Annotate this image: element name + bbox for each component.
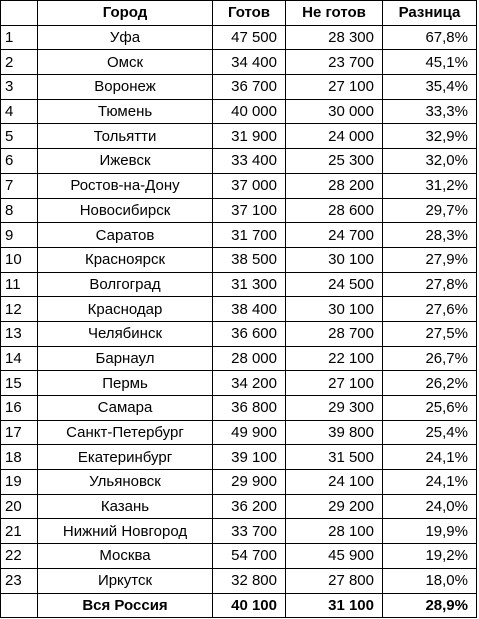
table-row (1, 396, 477, 421)
header-not-ready: Не готов (286, 1, 383, 26)
not-ready-value: 28 600 (286, 198, 383, 223)
ready-value: 34 400 (213, 50, 286, 75)
not-ready-value: 29 200 (286, 494, 383, 519)
not-ready-value: 25 300 (286, 149, 383, 174)
row-number: 13 (1, 321, 38, 346)
city-name: Омск (38, 50, 213, 75)
not-ready-value: 27 800 (286, 568, 383, 593)
difference-value: 27,8% (383, 272, 477, 297)
difference-value: 31,2% (383, 173, 477, 198)
city-name: Екатеринбург (38, 445, 213, 470)
ready-value: 32 800 (213, 568, 286, 593)
header-city: Город (38, 1, 213, 26)
city-name: Ижевск (38, 149, 213, 174)
table-row (1, 223, 477, 248)
table-row (1, 247, 477, 272)
city-name: Иркутск (38, 568, 213, 593)
city-name: Пермь (38, 371, 213, 396)
not-ready-value: 39 800 (286, 420, 383, 445)
row-number: 19 (1, 470, 38, 495)
not-ready-value: 45 900 (286, 544, 383, 569)
not-ready-value: 24 500 (286, 272, 383, 297)
ready-value: 28 000 (213, 346, 286, 371)
table-row (1, 519, 477, 544)
ready-value: 49 900 (213, 420, 286, 445)
total-not-ready-value: 31 100 (286, 593, 383, 618)
city-name: Краснодар (38, 297, 213, 322)
difference-value: 45,1% (383, 50, 477, 75)
difference-value: 27,5% (383, 321, 477, 346)
not-ready-value: 27 100 (286, 75, 383, 100)
table-row (1, 544, 477, 569)
row-number: 9 (1, 223, 38, 248)
table-row (1, 149, 477, 174)
row-number: 7 (1, 173, 38, 198)
table-row (1, 420, 477, 445)
header-difference: Разница (383, 1, 477, 26)
ready-value: 34 200 (213, 371, 286, 396)
total-row-number (1, 593, 38, 618)
row-number: 23 (1, 568, 38, 593)
header-ready: Готов (213, 1, 286, 26)
difference-value: 27,9% (383, 247, 477, 272)
city-name: Саратов (38, 223, 213, 248)
row-number: 12 (1, 297, 38, 322)
difference-value: 26,7% (383, 346, 477, 371)
row-number: 20 (1, 494, 38, 519)
row-number: 1 (1, 25, 38, 50)
city-name: Казань (38, 494, 213, 519)
city-name: Санкт-Петербург (38, 420, 213, 445)
not-ready-value: 22 100 (286, 346, 383, 371)
row-number: 5 (1, 124, 38, 149)
not-ready-value: 27 100 (286, 371, 383, 396)
row-number: 15 (1, 371, 38, 396)
row-number: 22 (1, 544, 38, 569)
difference-value: 24,1% (383, 470, 477, 495)
ready-value: 54 700 (213, 544, 286, 569)
table-row (1, 568, 477, 593)
ready-value: 38 400 (213, 297, 286, 322)
table-row (1, 25, 477, 50)
not-ready-value: 31 500 (286, 445, 383, 470)
total-row (1, 593, 477, 618)
row-number: 17 (1, 420, 38, 445)
city-name: Тюмень (38, 99, 213, 124)
row-number: 16 (1, 396, 38, 421)
row-number: 8 (1, 198, 38, 223)
city-name: Барнаул (38, 346, 213, 371)
row-number: 11 (1, 272, 38, 297)
ready-value: 38 500 (213, 247, 286, 272)
row-number: 3 (1, 75, 38, 100)
ready-value: 31 700 (213, 223, 286, 248)
ready-value: 33 400 (213, 149, 286, 174)
ready-value: 36 600 (213, 321, 286, 346)
ready-value: 29 900 (213, 470, 286, 495)
difference-value: 25,4% (383, 420, 477, 445)
difference-value: 26,2% (383, 371, 477, 396)
difference-value: 19,9% (383, 519, 477, 544)
row-number: 18 (1, 445, 38, 470)
total-ready-value: 40 100 (213, 593, 286, 618)
table-row (1, 297, 477, 322)
difference-value: 27,6% (383, 297, 477, 322)
header-row (1, 1, 477, 26)
table-row (1, 272, 477, 297)
city-name: Москва (38, 544, 213, 569)
difference-value: 35,4% (383, 75, 477, 100)
row-number: 14 (1, 346, 38, 371)
not-ready-value: 24 000 (286, 124, 383, 149)
ready-value: 36 200 (213, 494, 286, 519)
ready-value: 31 900 (213, 124, 286, 149)
difference-value: 24,0% (383, 494, 477, 519)
table-row (1, 371, 477, 396)
city-name: Красноярск (38, 247, 213, 272)
not-ready-value: 28 100 (286, 519, 383, 544)
table-row (1, 494, 477, 519)
row-number: 10 (1, 247, 38, 272)
ready-value: 31 300 (213, 272, 286, 297)
difference-value: 29,7% (383, 198, 477, 223)
not-ready-value: 24 100 (286, 470, 383, 495)
city-name: Челябинск (38, 321, 213, 346)
total-city-name: Вся Россия (38, 593, 213, 618)
city-name: Ростов-на-Дону (38, 173, 213, 198)
city-name: Тольятти (38, 124, 213, 149)
row-number: 4 (1, 99, 38, 124)
difference-value: 18,0% (383, 568, 477, 593)
city-name: Волгоград (38, 272, 213, 297)
row-number: 21 (1, 519, 38, 544)
not-ready-value: 23 700 (286, 50, 383, 75)
ready-value: 37 100 (213, 198, 286, 223)
table-row (1, 470, 477, 495)
table-row (1, 124, 477, 149)
table-row (1, 99, 477, 124)
row-number: 6 (1, 149, 38, 174)
difference-value: 33,3% (383, 99, 477, 124)
ready-value: 36 800 (213, 396, 286, 421)
table-row (1, 321, 477, 346)
ready-value: 47 500 (213, 25, 286, 50)
difference-value: 24,1% (383, 445, 477, 470)
not-ready-value: 24 700 (286, 223, 383, 248)
table-row (1, 75, 477, 100)
difference-value: 32,9% (383, 124, 477, 149)
not-ready-value: 28 200 (286, 173, 383, 198)
city-name: Нижний Новгород (38, 519, 213, 544)
city-name: Самара (38, 396, 213, 421)
difference-value: 19,2% (383, 544, 477, 569)
city-name: Ульяновск (38, 470, 213, 495)
table-row (1, 346, 477, 371)
table-row (1, 445, 477, 470)
row-number: 2 (1, 50, 38, 75)
city-name: Воронеж (38, 75, 213, 100)
not-ready-value: 29 300 (286, 396, 383, 421)
difference-value: 67,8% (383, 25, 477, 50)
not-ready-value: 30 000 (286, 99, 383, 124)
ready-value: 40 000 (213, 99, 286, 124)
table-row (1, 173, 477, 198)
ready-value: 39 100 (213, 445, 286, 470)
not-ready-value: 30 100 (286, 247, 383, 272)
not-ready-value: 28 700 (286, 321, 383, 346)
city-name: Уфа (38, 25, 213, 50)
table-body (1, 25, 477, 618)
not-ready-value: 28 300 (286, 25, 383, 50)
not-ready-value: 30 100 (286, 297, 383, 322)
total-difference-value: 28,9% (383, 593, 477, 618)
difference-value: 25,6% (383, 396, 477, 421)
ready-value: 37 000 (213, 173, 286, 198)
ready-value: 33 700 (213, 519, 286, 544)
header-number (1, 1, 38, 26)
ready-value: 36 700 (213, 75, 286, 100)
table-row (1, 198, 477, 223)
table-row (1, 50, 477, 75)
difference-value: 28,3% (383, 223, 477, 248)
difference-value: 32,0% (383, 149, 477, 174)
city-name: Новосибирск (38, 198, 213, 223)
